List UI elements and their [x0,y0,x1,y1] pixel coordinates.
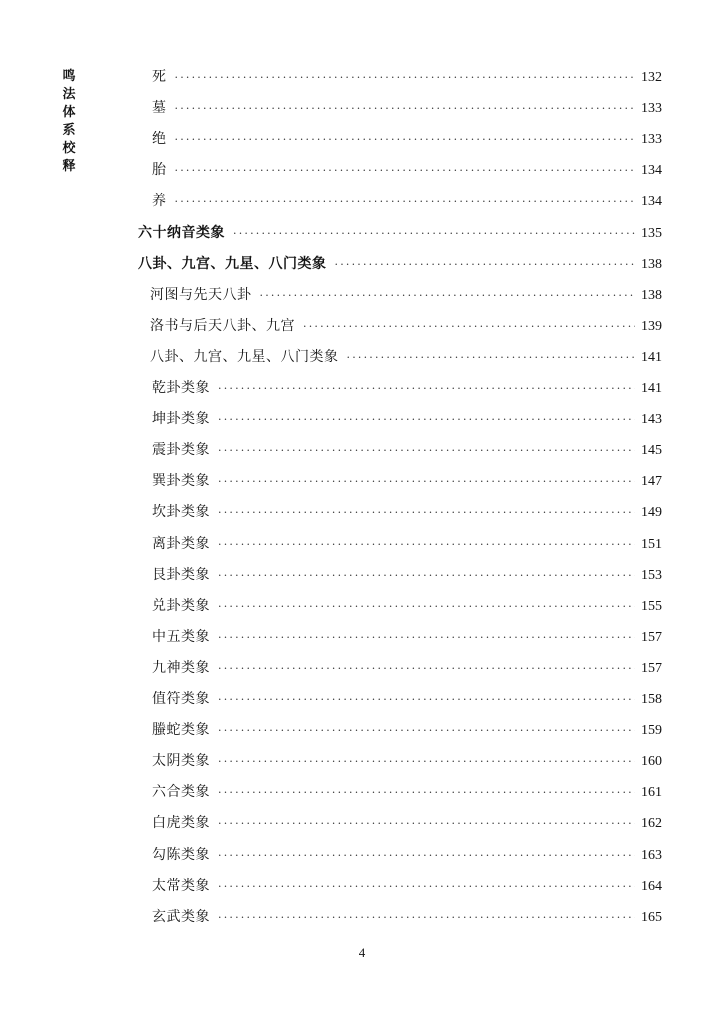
toc-entry-page: 147 [641,474,662,490]
toc-entry-title: 洛书与后天八卦、九宫 [150,317,295,334]
toc-entry-title: 震卦类象 [152,442,210,459]
toc-entry [138,253,662,277]
toc-dot-leader [218,786,635,799]
toc-entry [152,159,662,183]
toc-entry [152,595,662,619]
toc-entry [152,377,662,401]
toc-entry [152,626,662,650]
toc-entry-page: 145 [641,443,662,459]
toc-entry-title: 胎 [152,162,167,179]
toc-dot-leader [218,506,635,519]
toc-dot-leader [218,755,635,768]
toc-dot-leader [175,71,636,84]
toc-dot-leader [218,724,635,737]
toc-entry-title: 太常类象 [152,877,210,894]
toc-entry-title: 艮卦类象 [152,566,210,583]
toc-entry [150,284,662,308]
toc-dot-leader [303,320,635,333]
toc-entry-page: 134 [641,163,662,179]
toc-dot-leader [218,911,635,924]
toc-entry [152,470,662,494]
toc-entry-page: 158 [641,692,662,707]
toc-entry-title: 养 [152,193,167,210]
toc-entry [152,657,662,681]
toc-entry-page: 163 [641,847,662,863]
toc-entry-page: 160 [641,754,662,770]
toc-entry-page: 141 [641,349,662,365]
toc-entry-title: 兑卦类象 [152,597,210,614]
toc-entry-page: 157 [641,660,662,676]
toc-dot-leader [218,569,635,582]
toc-dot-leader [175,133,636,146]
toc-entry-page: 135 [641,225,662,241]
toc-entry-page: 132 [641,70,662,85]
toc-dot-leader [218,693,635,706]
toc-entry-page: 162 [641,816,662,832]
toc-entry-title: 六十纳音类象 [138,224,225,241]
toc-entry-title: 死 [152,69,167,85]
toc-entry-title: 九神类象 [152,659,210,676]
toc-entry-title: 河图与先天八卦 [150,286,252,303]
toc-entry [152,97,662,121]
toc-entry-title: 太阴类象 [152,753,210,770]
toc-dot-leader [218,849,635,862]
toc-entry-title: 勾陈类象 [152,846,210,863]
toc-entry-title: 中五类象 [152,628,210,645]
toc-entry [152,906,662,930]
toc-entry [152,128,662,152]
toc-dot-leader [218,382,635,395]
toc-entry-page: 161 [641,785,662,801]
toc-entry-page: 134 [641,194,662,210]
toc-entry-title: 八卦、九宫、九星、八门类象 [138,255,327,272]
toc-entry [152,750,662,774]
toc-entry-page: 138 [641,287,662,303]
toc-entry-page: 157 [641,629,662,645]
toc-entry-page: 151 [641,536,662,552]
toc-entry-title: 离卦类象 [152,535,210,552]
toc-dot-leader [175,102,636,115]
toc-entry [152,190,662,214]
toc-dot-leader [218,444,635,457]
toc-entry [152,875,662,899]
toc-entry-title: 乾卦类象 [152,380,210,396]
toc-entry-title: 坤卦类象 [152,411,210,428]
toc-dot-leader [218,475,635,488]
toc-entry-title: 玄武类象 [152,908,210,925]
toc-entry [152,533,662,557]
page-number: 4 [358,945,366,960]
toc-dot-leader [218,817,635,830]
toc-entry-page: 133 [641,101,662,117]
toc-entry [152,439,662,463]
toc-entry [152,719,662,743]
toc-dot-leader [218,662,635,675]
toc-entry-title: 巽卦类象 [152,473,210,490]
toc-dot-leader [218,880,635,893]
toc-entry [152,66,662,90]
toc-entry-page: 164 [641,878,662,894]
toc-entry [152,812,662,836]
toc-entry-page: 155 [641,598,662,614]
toc-entry-title: 值符类象 [152,691,210,707]
toc-entry-page: 153 [641,567,662,583]
toc-entry-title: 墓 [152,100,167,117]
toc-entry [150,346,662,370]
toc-entry [152,781,662,805]
toc-entry-title: 八卦、九宫、九星、八门类象 [150,348,339,365]
toc-entry-page: 139 [641,318,662,334]
running-head-book-title: 鸣法体系校释 [62,69,76,174]
toc-dot-leader [233,227,635,240]
toc-entry [152,501,662,525]
toc-entry [152,688,662,712]
toc-entry [152,564,662,588]
toc-dot-leader [260,289,636,302]
toc-entry-page: 133 [641,132,662,148]
toc-dot-leader [175,195,636,208]
toc-entry-page: 149 [641,505,662,521]
toc-entry-page: 159 [641,723,662,739]
toc-entry-page: 141 [641,381,662,396]
toc-dot-leader [175,164,636,177]
toc-entry-title: 六合类象 [152,784,210,801]
toc-entry [138,222,662,246]
toc-dot-leader [347,351,636,364]
toc-entry [152,408,662,432]
toc-dot-leader [218,413,635,426]
toc-entry-title: 绝 [152,131,167,148]
toc-entry [152,844,662,868]
toc-dot-leader [335,258,636,271]
toc-entry-title: 螣蛇类象 [152,722,210,739]
toc-entry-title: 白虎类象 [152,815,210,832]
toc-entry-page: 165 [641,909,662,925]
toc-dot-leader [218,631,635,644]
toc-entry [150,315,662,339]
toc-dot-leader [218,600,635,613]
toc-dot-leader [218,538,635,551]
toc-entry-page: 143 [641,412,662,428]
toc-entry-page: 138 [641,256,662,272]
toc-entry-title: 坎卦类象 [152,504,210,521]
